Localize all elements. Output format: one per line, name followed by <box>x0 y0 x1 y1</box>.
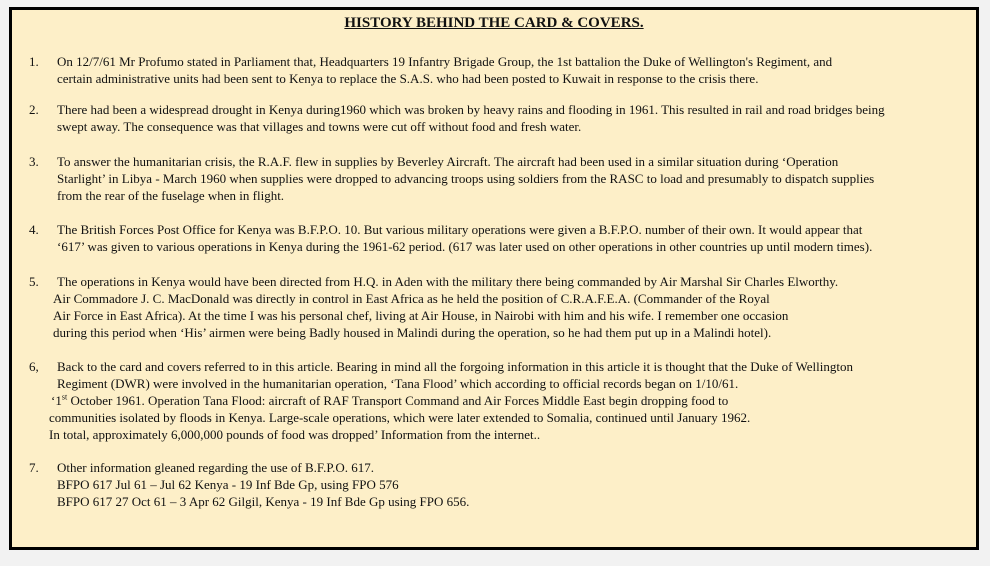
item-line: Air Commadore J. C. MacDonald was directly in control in East Africa as he held the position of C.R.A.F.E.A. (Commander of the Royal <box>53 291 770 306</box>
list-item <box>29 101 964 135</box>
item-number: 5. <box>29 274 39 289</box>
item-line: ‘617’ was given to various operations in Kenya during the 1961-62 period. (617 was later used on other operations in other countries up until modern times). <box>57 239 873 254</box>
item-line: Air Force in East Africa). At the time I was his personal chef, living at Air House, in Nairobi with him and his wife. I remember one occasion <box>53 308 789 323</box>
item-line: Back to the card and covers referred to in this article. Bearing in mind all the forgoing information in this article it is thought that the Duke of Wellington <box>57 359 853 374</box>
item-line: swept away. The consequence was that villages and towns were cut off without food and fresh water. <box>57 119 582 134</box>
item-number: 3. <box>29 154 39 169</box>
list-item <box>29 459 964 510</box>
history-card <box>9 7 979 550</box>
item-line: There had been a widespread drought in Kenya during1960 which was broken by heavy rains and flooding in 1961. This resulted in rail and road bridges being <box>57 102 885 117</box>
list-item <box>29 273 964 341</box>
list-item <box>29 221 964 255</box>
item-number: 7. <box>29 460 39 475</box>
item-line: communities isolated by floods in Kenya. Large-scale operations, which were later extended to Somalia, continued until January 1962. <box>49 410 751 425</box>
list-item <box>29 153 964 204</box>
item-number: 4. <box>29 222 39 237</box>
item-line: The operations in Kenya would have been directed from H.Q. in Aden with the military there being commanded by Air Marshal Sir Charles Elworthy. <box>57 274 839 289</box>
item-number: 2. <box>29 102 39 117</box>
item-line: To answer the humanitarian crisis, the R.A.F. flew in supplies by Beverley Aircraft. The aircraft had been used in a similar situation during ‘Operation <box>57 154 839 169</box>
item-line: Other information gleaned regarding the use of B.F.P.O. 617. <box>57 460 375 475</box>
item-line: from the rear of the fuselage when in flight. <box>57 188 285 203</box>
item-line: during this period when ‘His’ airmen were being Badly housed in Malindi during the operation, so he had them put up in a Malindi hotel). <box>53 325 772 340</box>
item-line-quote: ‘1st October 1961. Operation Tana Flood: aircraft of RAF Transport Command and Air Forces Middle East begin dropping food to <box>51 392 729 408</box>
item-line: In total, approximately 6,000,000 pounds of food was dropped’ Information from the internet.. <box>49 427 541 442</box>
list-item <box>29 53 964 87</box>
item-line: certain administrative units had been sent to Kenya to replace the S.A.S. who had been posted to Kuwait in response to the crisis there. <box>57 71 759 86</box>
item-line: BFPO 617 Jul 61 – Jul 62 Kenya - 19 Inf Bde Gp, using FPO 576 <box>57 477 399 492</box>
item-number: 1. <box>29 54 39 69</box>
item-line: The British Forces Post Office for Kenya was B.F.P.O. 10. But various military operations were given a B.F.P.O. number of their own. It would appear that <box>57 222 863 237</box>
item-line: On 12/7/61 Mr Profumo stated in Parliament that, Headquarters 19 Infantry Brigade Group, the 1st battalion the Duke of Wellington's Regiment, and <box>57 54 833 69</box>
list-item <box>29 358 964 443</box>
item-number: 6, <box>29 359 39 374</box>
page-title: HISTORY BEHIND THE CARD & COVERS. <box>344 15 644 31</box>
item-line: BFPO 617 27 Oct 61 – 3 Apr 62 Gilgil, Kenya - 19 Inf Bde Gp using FPO 656. <box>57 494 470 509</box>
item-line: Regiment (DWR) were involved in the humanitarian operation, ‘Tana Flood’ which according to official records began on 1/10/61. <box>57 376 739 391</box>
item-line: Starlight’ in Libya - March 1960 when supplies were dropped to advancing troops using soldiers from the RASC to load and presumably to dispatch supplies <box>57 171 875 186</box>
